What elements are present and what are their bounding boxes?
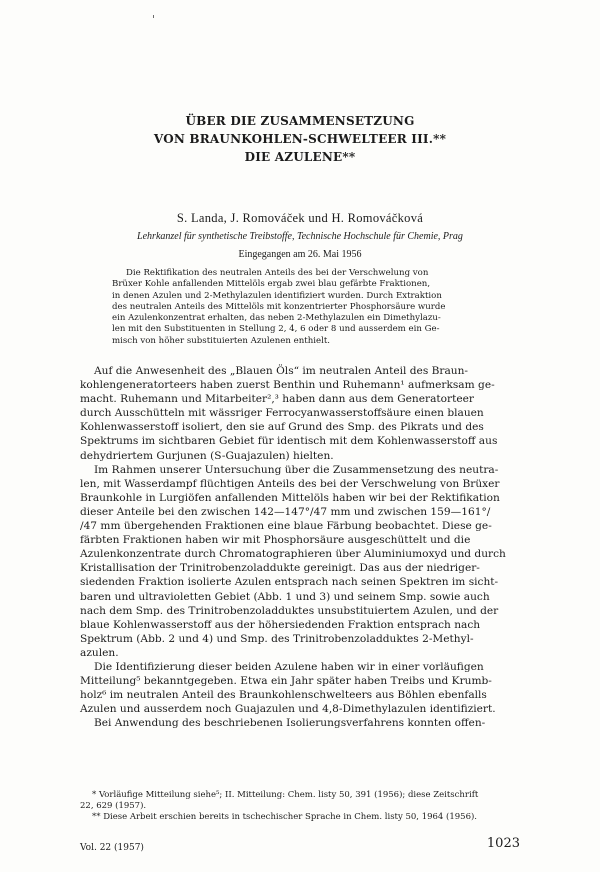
body-line: dehydriertem Gurjunen (S-Guajazulen) hielten. — [80, 449, 334, 462]
abstract-line: in denen Azulen und 2-Methylazulen identifiziert wurden. Durch Extraktion — [112, 290, 442, 301]
title-line-2: VON BRAUNKOHLEN-SCHWELTEER III.** — [153, 132, 447, 146]
body-line: Die Identifizierung dieser beiden Azulene haben wir in einer vorläufigen — [94, 660, 484, 673]
stray-mark: ' — [152, 13, 156, 26]
title-line-1: ÜBER DIE ZUSAMMENSETZUNG — [185, 114, 415, 128]
abstract-line: Brüxer Kohle anfallenden Mittelöls ergab zwei blau gefärbte Fraktionen, — [112, 279, 431, 290]
abstract — [112, 268, 492, 347]
body-line: blaue Kohlenwasserstoff aus der höhersiedenden Fraktion entsprach nach — [80, 618, 481, 631]
abstract-line: des neutralen Anteils des Mittelöls mit konzentrierter Phosphorsäure wurde — [112, 301, 446, 312]
body-line: nach dem Smp. des Trinitrobenzoladduktes unsubstituiertem Azulen, und der — [80, 604, 499, 617]
body-line: Kristallisation der Trinitrobenzoladdukte gereinigt. Das aus der niedriger- — [80, 562, 480, 575]
body-line: siedenden Fraktion isolierte Azulen entsprach nach seinen Spektren im sicht- — [80, 576, 499, 589]
affiliation: Lehrkanzel für synthetische Treibstoffe, Technische Hochschule für Chemie, Prag — [137, 231, 463, 242]
abstract-line: misch von höher substituierten Azulenen enthielt. — [112, 335, 331, 346]
body-text — [80, 364, 520, 730]
body-line: baren und ultravioletten Gebiet (Abb. 1 und 3) und seinem Smp. sowie auch — [80, 590, 490, 603]
received-date: Eingegangen am 26. Mai 1956 — [238, 249, 362, 260]
abstract-line: len mit den Substituenten in Stellung 2, 4, 6 oder 8 und ausserdem ein Ge- — [112, 324, 440, 335]
body-line: Spektrum (Abb. 2 und 4) und Smp. des Trinitrobenzoladduktes 2-Methyl- — [80, 632, 474, 645]
abstract-line: Die Rektifikation des neutralen Anteils des bei der Verschwelung von — [126, 268, 429, 278]
body-line: /47 mm übergehenden Fraktionen eine blaue Färbung beobachtet. Diese ge- — [80, 520, 492, 533]
body-line: Kohlenwasserstoff isoliert, den sie auf Grund des Smp. des Pikrats und des — [80, 421, 484, 434]
body-line: Spektrums im sichtbaren Gebiet für identisch mit dem Kohlenwasserstoff aus — [80, 435, 498, 448]
page-number: 1023 — [486, 836, 520, 851]
body-line: len, mit Wasserdampf flüchtigen Anteils des bei der Verschwelung von Brüxer — [80, 477, 500, 490]
body-line: dieser Anteile bei den zwischen 142—147°/47 mm und zwischen 159—161°/ — [80, 505, 491, 518]
abstract-line: ein Azulenkonzentrat erhalten, das neben 2-Methylazulen ein Dimethylazu- — [112, 313, 441, 324]
body-line: Mitteilung⁵ bekanntgegeben. Etwa ein Jahr später haben Treibs und Krumb- — [80, 675, 492, 688]
body-line: kohlengeneratorteers haben zuerst Benthin und Ruhemann¹ aufmerksam ge- — [80, 379, 495, 392]
body-line: Braunkohle in Lurgiöfen anfallenden Mittelöls haben wir bei der Rektifikation — [80, 491, 500, 504]
body-line: Azulen und ausserdem noch Guajazulen und 4,8-Dimethylazulen identifiziert. — [80, 703, 496, 716]
authors: S. Landa, J. Romováček und H. Romováčková — [176, 211, 424, 225]
body-line: holz⁶ im neutralen Anteil des Braunkohlenschwelteers aus Böhlen ebenfalls — [80, 689, 487, 702]
body-line: Bei Anwendung des beschriebenen Isolierungsverfahrens konnten offen- — [94, 717, 486, 730]
footnote-line: * Vorläufige Mitteilung siehe⁵; II. Mitteilung: Chem. listy 50, 391 (1956); diese Zeitschrift — [92, 790, 479, 800]
body-line: Im Rahmen unserer Untersuchung über die Zusammensetzung des neutra- — [94, 463, 499, 476]
footnote-line: 22, 629 (1957). — [80, 801, 147, 811]
volume-info: Vol. 22 (1957) — [80, 843, 144, 853]
body-line: färbten Fraktionen haben wir mit Phosphorsäure ausgeschüttelt und die — [80, 534, 471, 547]
footnotes — [80, 790, 520, 823]
title-line-3: DIE AZULENE** — [244, 150, 356, 164]
body-line: macht. Ruhemann und Mitarbeiter²,³ haben dann aus dem Generatorteer — [80, 393, 474, 406]
body-line: durch Ausschütteln mit wässriger Ferrocyanwasserstoffsäure einen blauen — [80, 407, 484, 420]
body-line: Azulenkonzentrate durch Chromatographieren über Aluminiumoxyd und durch — [80, 548, 506, 561]
body-line: Auf die Anwesenheit des „Blauen Öls“ im neutralen Anteil des Braun- — [94, 365, 469, 377]
body-line: azulen. — [80, 646, 119, 659]
footnote-line: ** Diese Arbeit erschien bereits in tschechischer Sprache in Chem. listy 50, 1964 (1956). — [92, 812, 477, 822]
